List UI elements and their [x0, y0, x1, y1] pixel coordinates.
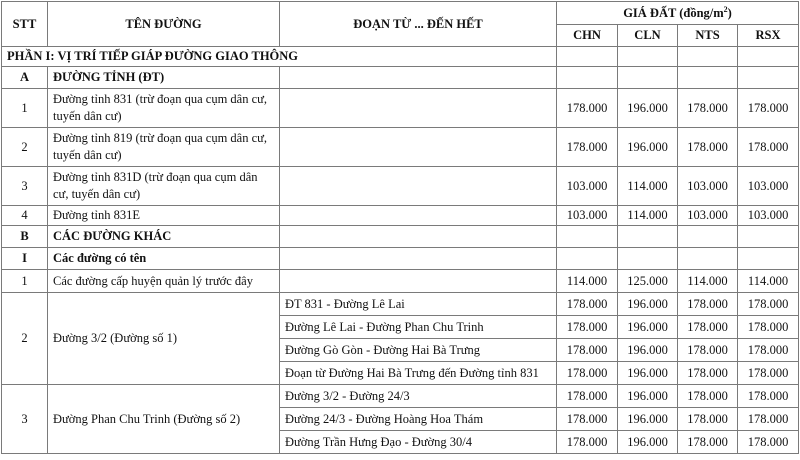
price-chn: 178.000: [557, 385, 618, 408]
price-chn: 178.000: [557, 316, 618, 339]
row-road-name: Đường tỉnh 831E: [48, 206, 280, 226]
price-nts: 178.000: [678, 431, 738, 454]
empty-cell: [738, 248, 799, 270]
header-road-name: TÊN ĐƯỜNG: [48, 2, 280, 47]
empty-cell: [678, 47, 738, 67]
empty-cell: [280, 226, 557, 248]
price-chn: 178.000: [557, 431, 618, 454]
price-chn: 178.000: [557, 89, 618, 128]
price-nts: 178.000: [678, 293, 738, 316]
price-rsx: 178.000: [738, 89, 799, 128]
row-segment: Đường 3/2 - Đường 24/3: [280, 385, 557, 408]
group-label: ĐƯỜNG TỈNH (ĐT): [48, 67, 280, 89]
empty-cell: [618, 226, 678, 248]
group-row-b: [2, 226, 799, 248]
price-cln: 114.000: [618, 206, 678, 226]
price-cln: 114.000: [618, 167, 678, 206]
price-chn: 178.000: [557, 293, 618, 316]
price-rsx: 178.000: [738, 293, 799, 316]
empty-cell: [557, 47, 618, 67]
price-rsx: 114.000: [738, 270, 799, 293]
row-stt: 1: [2, 89, 48, 128]
price-cln: 196.000: [618, 128, 678, 167]
price-cln: 196.000: [618, 431, 678, 454]
row-road-name: Đường Phan Chu Trinh (Đường số 2): [48, 385, 280, 454]
price-rsx: 178.000: [738, 339, 799, 362]
table-row: [2, 293, 799, 316]
row-segment: [280, 128, 557, 167]
price-nts: 103.000: [678, 206, 738, 226]
price-chn: 178.000: [557, 362, 618, 385]
price-nts: 178.000: [678, 339, 738, 362]
price-chn: 178.000: [557, 128, 618, 167]
group-label: CÁC ĐƯỜNG KHÁC: [48, 226, 280, 248]
row-road-name: Đường tỉnh 831D (trừ đoạn qua cụm dân cư, tuyến dân cư): [48, 167, 280, 206]
row-segment: Đoạn từ Đường Hai Bà Trưng đến Đường tỉnh 831: [280, 362, 557, 385]
price-rsx: 178.000: [738, 128, 799, 167]
row-stt: 3: [2, 385, 48, 454]
header-rsx: RSX: [738, 25, 799, 47]
price-rsx: 178.000: [738, 385, 799, 408]
row-segment: Đường 24/3 - Đường Hoàng Hoa Thám: [280, 408, 557, 431]
row-segment: [280, 270, 557, 293]
price-cln: 196.000: [618, 408, 678, 431]
row-road-name: Đường 3/2 (Đường số 1): [48, 293, 280, 385]
header-row: [2, 2, 799, 25]
subgroup-label: Các đường có tên: [48, 248, 280, 270]
price-rsx: 103.000: [738, 206, 799, 226]
row-segment: Đường Gò Gòn - Đường Hai Bà Trưng: [280, 339, 557, 362]
header-segment: ĐOẠN TỪ ... ĐẾN HẾT: [280, 2, 557, 47]
price-rsx: 178.000: [738, 431, 799, 454]
empty-cell: [557, 226, 618, 248]
row-segment: [280, 206, 557, 226]
empty-cell: [678, 248, 738, 270]
row-road-name: Các đường cấp huyện quản lý trước đây: [48, 270, 280, 293]
group-stt: A: [2, 67, 48, 89]
price-cln: 196.000: [618, 362, 678, 385]
row-stt: 4: [2, 206, 48, 226]
empty-cell: [618, 67, 678, 89]
price-rsx: 178.000: [738, 362, 799, 385]
row-segment: [280, 167, 557, 206]
row-stt: 2: [2, 293, 48, 385]
price-nts: 178.000: [678, 128, 738, 167]
price-chn: 103.000: [557, 206, 618, 226]
empty-cell: [738, 226, 799, 248]
empty-cell: [738, 67, 799, 89]
row-road-name: Đường tỉnh 819 (trừ đoạn qua cụm dân cư, tuyến dân cư): [48, 128, 280, 167]
empty-cell: [280, 248, 557, 270]
group-row-a: [2, 67, 799, 89]
empty-cell: [678, 226, 738, 248]
row-segment: [280, 89, 557, 128]
price-cln: 196.000: [618, 293, 678, 316]
empty-cell: [557, 67, 618, 89]
header-land-price: [557, 2, 799, 25]
price-nts: 178.000: [678, 385, 738, 408]
empty-cell: [618, 248, 678, 270]
row-stt: 1: [2, 270, 48, 293]
section-part-row: [2, 47, 799, 67]
header-cln: CLN: [618, 25, 678, 47]
header-land-price-sup: 2: [723, 4, 728, 14]
price-rsx: 103.000: [738, 167, 799, 206]
land-price-table: [1, 1, 799, 454]
empty-cell: [738, 47, 799, 67]
header-nts: NTS: [678, 25, 738, 47]
price-chn: 103.000: [557, 167, 618, 206]
price-cln: 196.000: [618, 316, 678, 339]
empty-cell: [557, 248, 618, 270]
subgroup-row-i: [2, 248, 799, 270]
price-cln: 196.000: [618, 339, 678, 362]
header-land-price-close: ): [727, 5, 732, 20]
price-nts: 103.000: [678, 167, 738, 206]
header-land-price-label: GIÁ ĐẤT (đồng/m: [623, 5, 724, 20]
table-row: [2, 385, 799, 408]
price-nts: 178.000: [678, 408, 738, 431]
price-rsx: 178.000: [738, 316, 799, 339]
section-part-title: PHẦN I: VỊ TRÍ TIẾP GIÁP ĐƯỜNG GIAO THÔNG: [2, 47, 557, 67]
empty-cell: [618, 47, 678, 67]
price-nts: 114.000: [678, 270, 738, 293]
header-stt: STT: [2, 2, 48, 47]
header-chn: CHN: [557, 25, 618, 47]
row-segment: Đường Trần Hưng Đạo - Đường 30/4: [280, 431, 557, 454]
price-rsx: 178.000: [738, 408, 799, 431]
price-cln: 196.000: [618, 89, 678, 128]
subgroup-stt: I: [2, 248, 48, 270]
table-row: [2, 89, 799, 128]
group-stt: B: [2, 226, 48, 248]
row-segment: Đường Lê Lai - Đường Phan Chu Trinh: [280, 316, 557, 339]
table-row: [2, 270, 799, 293]
empty-cell: [678, 67, 738, 89]
empty-cell: [280, 67, 557, 89]
price-cln: 125.000: [618, 270, 678, 293]
price-cln: 196.000: [618, 385, 678, 408]
price-chn: 114.000: [557, 270, 618, 293]
table-row: [2, 128, 799, 167]
row-stt: 2: [2, 128, 48, 167]
price-chn: 178.000: [557, 408, 618, 431]
price-nts: 178.000: [678, 89, 738, 128]
row-stt: 3: [2, 167, 48, 206]
table-row: [2, 206, 799, 226]
price-chn: 178.000: [557, 339, 618, 362]
table-row: [2, 167, 799, 206]
price-nts: 178.000: [678, 316, 738, 339]
price-nts: 178.000: [678, 362, 738, 385]
row-segment: ĐT 831 - Đường Lê Lai: [280, 293, 557, 316]
row-road-name: Đường tỉnh 831 (trừ đoạn qua cụm dân cư, tuyến dân cư): [48, 89, 280, 128]
